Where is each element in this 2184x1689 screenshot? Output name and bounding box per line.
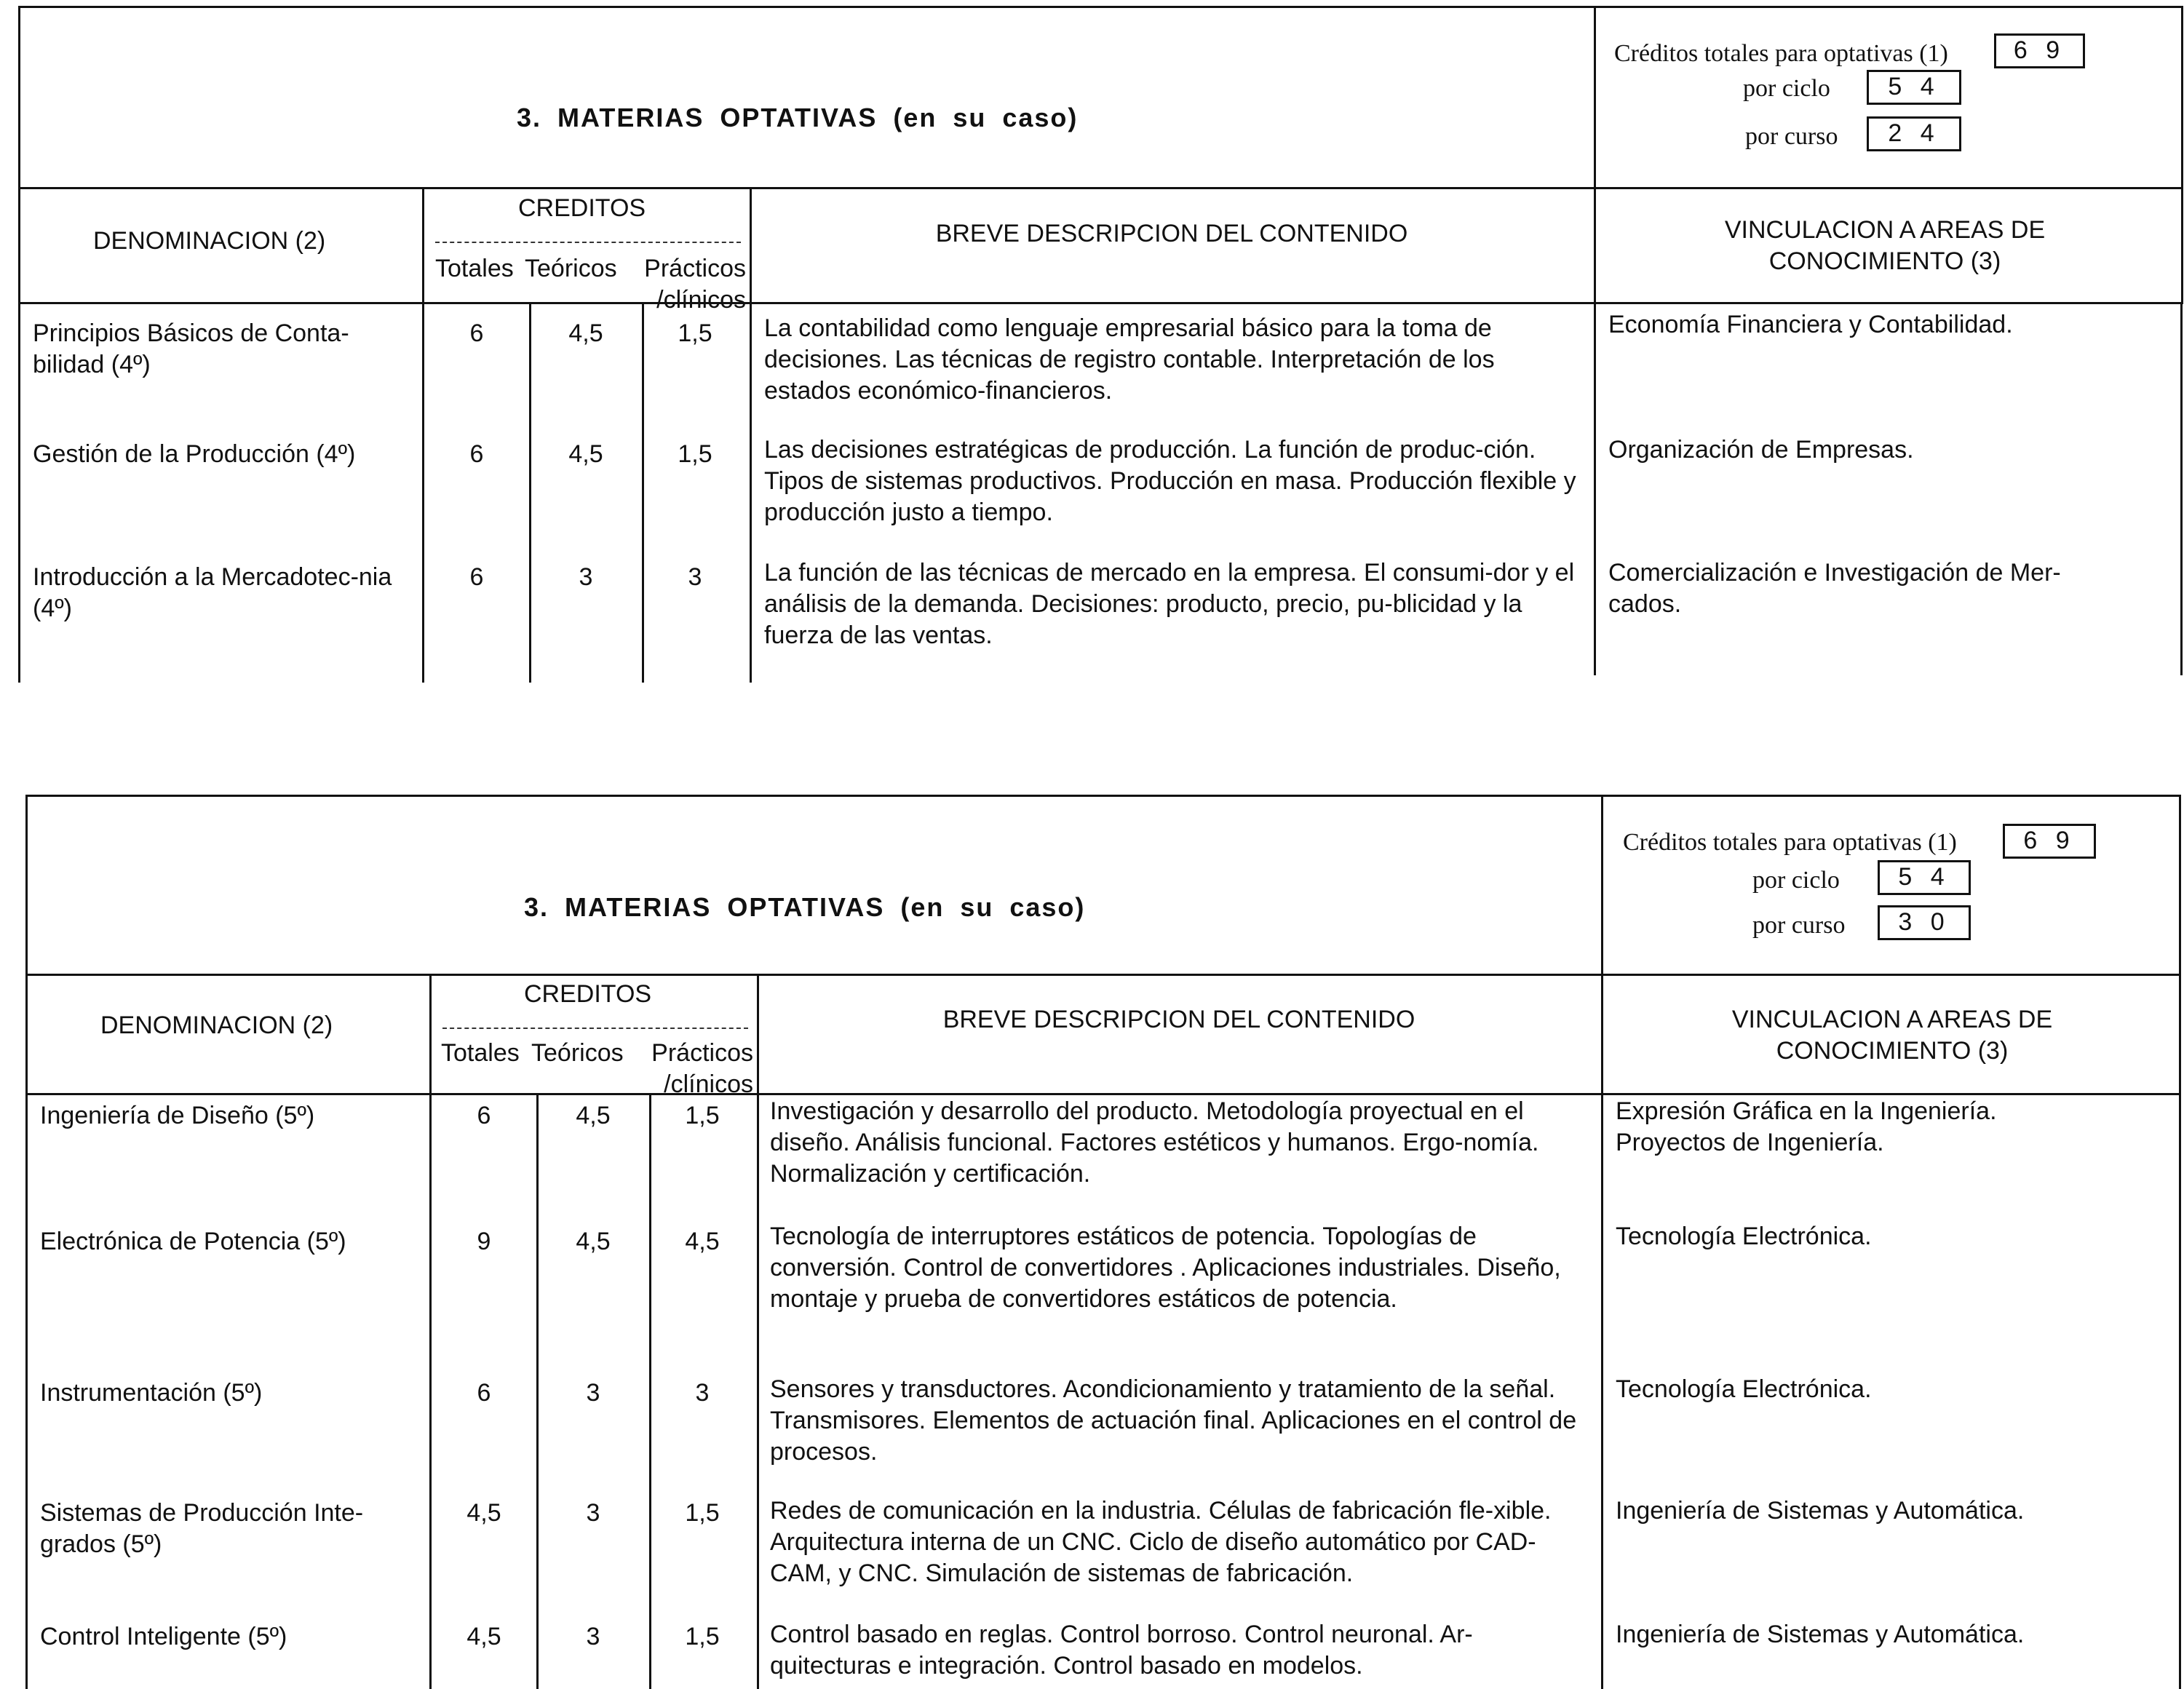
table-row-practicos: 1,5 bbox=[678, 319, 712, 347]
table-2-credits-total-label: Créditos totales para optativas (1) bbox=[1623, 829, 1957, 856]
table-2-rule bbox=[25, 1095, 28, 1689]
table-row-teoricos: 3 bbox=[579, 563, 593, 591]
table-row-teoricos: 4,5 bbox=[576, 1102, 611, 1129]
table-row-denominacion: Electrónica de Potencia (5º) bbox=[40, 1228, 346, 1255]
table-2-header-descripcion: BREVE DESCRIPCION DEL CONTENIDO bbox=[942, 1006, 1415, 1033]
table-2-header-teoricos: Teóricos bbox=[531, 1039, 624, 1067]
table-2-header-totales: Totales bbox=[441, 1039, 520, 1067]
table-1-credits-curso-box: 2 4 bbox=[1867, 116, 1961, 151]
table-2-credits-curso-label: por curso bbox=[1752, 912, 1846, 939]
table-row-area: Tecnología Electrónica. bbox=[1616, 1223, 1872, 1250]
table-1-credits-ciclo-label: por ciclo bbox=[1743, 75, 1830, 102]
table-1-rule bbox=[642, 304, 644, 683]
table-row-practicos: 1,5 bbox=[685, 1102, 720, 1129]
table-1-header-teoricos: Teóricos bbox=[525, 255, 617, 282]
table-1-credits-total-label: Créditos totales para optativas (1) bbox=[1614, 40, 1948, 67]
table-row-denominacion: Ingeniería de Diseño (5º) bbox=[40, 1102, 315, 1129]
table-row-denominacion: Gestión de la Producción (4º) bbox=[33, 440, 356, 468]
table-row-totales: 6 bbox=[469, 563, 484, 591]
table-1-header-totales: Totales bbox=[435, 255, 514, 282]
table-1-rule bbox=[422, 187, 424, 683]
table-row-descripcion: Redes de comunicación en la industria. Células de fabricación fle-xible. Arquitectura interna de un CNC. Ciclo de diseño automático por CAD-CAM, y CNC. Simulación de sistemas de fabricación. bbox=[770, 1497, 1552, 1587]
table-2-header-vinculacion: VINCULACION A AREAS DE CONOCIMIENTO (3) bbox=[1731, 1006, 2053, 1065]
table-2-rule bbox=[25, 974, 2181, 976]
table-1-rule bbox=[435, 242, 741, 243]
table-row-area: Organización de Empresas. bbox=[1608, 436, 1914, 464]
table-1-rule bbox=[529, 304, 531, 683]
table-1-rule bbox=[2180, 304, 2183, 675]
table-row-area: Ingeniería de Sistemas y Automática. bbox=[1616, 1497, 2025, 1525]
table-1-rule bbox=[18, 304, 20, 683]
table-row-descripcion: Control basado en reglas. Control borroso. Control neuronal. Ar-quitecturas e integración. Control basado en modelos. bbox=[770, 1621, 1473, 1680]
table-row-teoricos: 4,5 bbox=[568, 440, 603, 468]
table-row-denominacion: Sistemas de Producción Inte-grados (5º) bbox=[40, 1499, 364, 1558]
table-row-denominacion: Introducción a la Mercadotec-nia (4º) bbox=[33, 563, 392, 622]
table-row-area: Comercialización e Investigación de Mer-cados. bbox=[1608, 559, 2061, 618]
table-2-rule bbox=[442, 1028, 748, 1029]
table-row-teoricos: 3 bbox=[586, 1379, 600, 1407]
table-2-rule bbox=[1601, 795, 1603, 1689]
table-row-practicos: 1,5 bbox=[678, 440, 712, 468]
table-row-area: Expresión Gráfica en la Ingeniería. Proyectos de Ingeniería. bbox=[1616, 1097, 1997, 1156]
table-1-credits-total-box: 6 9 bbox=[1994, 33, 2085, 68]
table-2-rule bbox=[2179, 1095, 2181, 1689]
table-row-totales: 6 bbox=[477, 1102, 491, 1129]
table-2-credits-ciclo-box: 5 4 bbox=[1878, 860, 1971, 895]
table-2-header-practicos: Prácticos /clínicos bbox=[651, 1039, 753, 1098]
table-row-denominacion: Principios Básicos de Conta-bilidad (4º) bbox=[33, 319, 349, 378]
table-row-area: Economía Financiera y Contabilidad. bbox=[1608, 311, 2013, 338]
table-row-totales: 6 bbox=[469, 319, 484, 347]
table-1-rule bbox=[1594, 6, 1596, 675]
table-row-totales: 4,5 bbox=[466, 1623, 501, 1650]
table-row-practicos: 3 bbox=[695, 1379, 710, 1407]
table-row-denominacion: Control Inteligente (5º) bbox=[40, 1623, 287, 1650]
table-row-descripcion: Tecnología de interruptores estáticos de potencia. Topologías de conversión. Control de convertidores . Aplicaciones industriales. Diseño, montaje y prueba de convertidores estáticos de potencia. bbox=[770, 1223, 1561, 1313]
table-1-credits-curso-label: por curso bbox=[1745, 123, 1838, 150]
table-1-header-descripcion: BREVE DESCRIPCION DEL CONTENIDO bbox=[935, 220, 1408, 247]
table-1-rule bbox=[750, 187, 752, 683]
table-row-practicos: 4,5 bbox=[685, 1228, 720, 1255]
table-1-header-vinculacion: VINCULACION A AREAS DE CONOCIMIENTO (3) bbox=[1724, 216, 2046, 275]
table-2-credits-ciclo-label: por ciclo bbox=[1752, 867, 1840, 894]
table-1-header-practicos: Prácticos /clínicos bbox=[644, 255, 746, 314]
table-row-practicos: 3 bbox=[688, 563, 702, 591]
table-2-rule bbox=[757, 974, 759, 1689]
table-1-rule bbox=[18, 187, 2183, 189]
table-row-totales: 9 bbox=[477, 1228, 491, 1255]
table-row-descripcion: Investigación y desarrollo del producto. Metodología proyectual en el diseño. Análisis funcional. Factores estéticos y humanos. Ergo-nomía. Normalización y certificación. bbox=[770, 1097, 1539, 1188]
table-row-practicos: 1,5 bbox=[685, 1499, 720, 1527]
table-row-totales: 6 bbox=[469, 440, 484, 468]
table-2-credits-total-box: 6 9 bbox=[2003, 824, 2096, 859]
table-row-descripcion: La función de las técnicas de mercado en la empresa. El consumi-dor y el análisis de la demanda. Decisiones: producto, precio, pu-blicidad y la fuerza de las ventas. bbox=[764, 559, 1575, 649]
table-row-totales: 4,5 bbox=[466, 1499, 501, 1527]
table-2-rule bbox=[536, 1095, 539, 1689]
table-row-totales: 6 bbox=[477, 1379, 491, 1407]
table-1-credits-ciclo-box: 5 4 bbox=[1867, 70, 1961, 105]
table-1-header-creditos: CREDITOS bbox=[518, 194, 646, 222]
table-row-descripcion: Sensores y transductores. Acondicionamiento y tratamiento de la señal. Transmisores. Elementos de actuación final. Aplicaciones en el control de procesos. bbox=[770, 1375, 1577, 1466]
table-row-teoricos: 4,5 bbox=[568, 319, 603, 347]
table-1-title: 3. MATERIAS OPTATIVAS (en su caso) bbox=[517, 103, 1079, 132]
table-row-area: Ingeniería de Sistemas y Automática. bbox=[1616, 1621, 2025, 1648]
table-row-area: Tecnología Electrónica. bbox=[1616, 1375, 1872, 1403]
table-row-denominacion: Instrumentación (5º) bbox=[40, 1379, 263, 1407]
table-row-descripcion: Las decisiones estratégicas de producción. La función de produc-ción. Tipos de sistemas productivos. Producción en masa. Producción flexible y producción justo a tiempo. bbox=[764, 436, 1576, 526]
table-row-practicos: 1,5 bbox=[685, 1623, 720, 1650]
table-2-credits-curso-box: 3 0 bbox=[1878, 905, 1971, 940]
table-row-descripcion: La contabilidad como lenguaje empresarial básico para la toma de decisiones. Las técnicas de registro contable. Interpretación de los estados económico-financieros. bbox=[764, 314, 1495, 405]
table-2-header-denominacion: DENOMINACION (2) bbox=[100, 1012, 333, 1039]
table-2-header-creditos: CREDITOS bbox=[524, 980, 652, 1008]
table-2-title: 3. MATERIAS OPTATIVAS (en su caso) bbox=[524, 892, 1086, 922]
table-row-teoricos: 3 bbox=[586, 1623, 600, 1650]
table-2-rule bbox=[429, 974, 432, 1689]
table-1-header-denominacion: DENOMINACION (2) bbox=[93, 227, 326, 255]
table-row-teoricos: 4,5 bbox=[576, 1228, 611, 1255]
table-row-teoricos: 3 bbox=[586, 1499, 600, 1527]
